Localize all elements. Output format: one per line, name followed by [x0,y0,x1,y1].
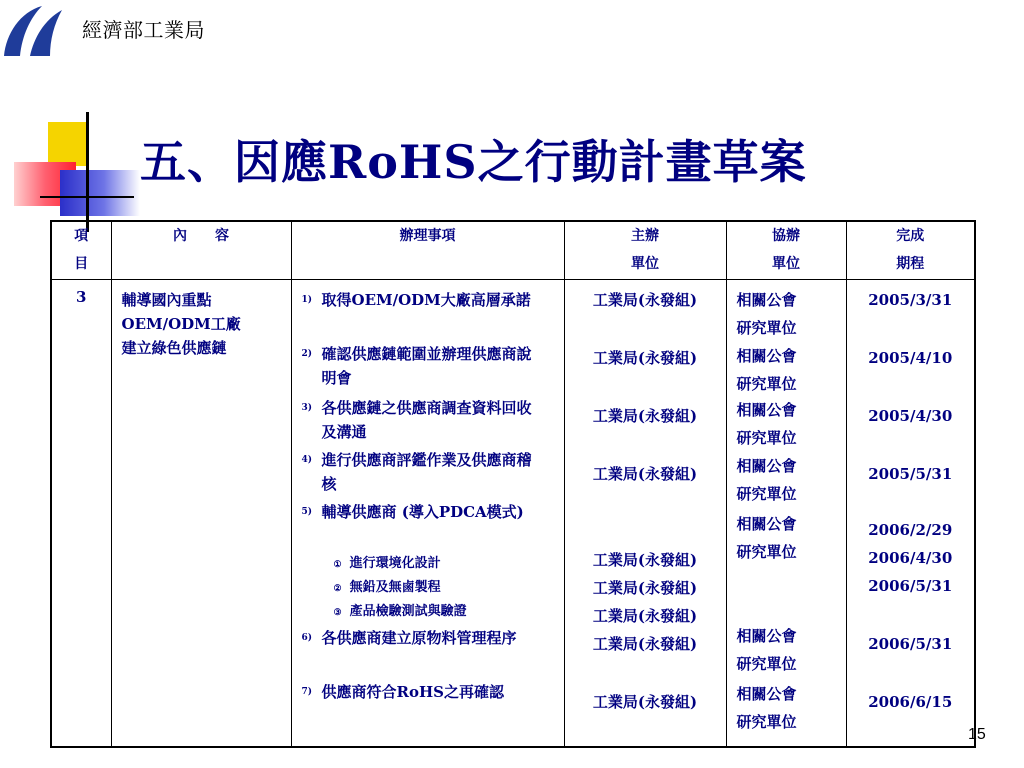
lead-unit: 工業局(永發組) [592,348,698,367]
task-item: 7) 供應商符合RoHS之再確認 [301,682,504,701]
coop-unit: 研究單位 [736,542,797,561]
content-cell [111,279,291,747]
lead-unit: 工業局(永發組) [592,290,698,309]
lead-unit: 工業局(永發組) [592,634,698,653]
coop-unit: 相關公會 [736,400,797,419]
schedule-cell [846,279,975,747]
schedule-date: 2005/4/10 [868,348,953,367]
coop-unit: 研究單位 [736,654,797,673]
table-header-row [51,221,975,279]
schedule-date: 2005/4/30 [868,406,953,425]
header-lead-unit: 主辦 單位 [564,221,726,279]
header-content: 內 容 [111,221,291,279]
table-row [51,279,975,747]
coop-unit: 相關公會 [736,456,797,475]
coop-unit: 相關公會 [736,290,797,309]
decor-vertical-line [86,112,89,232]
slide-title: 五、因應RoHS之行動計畫草案 [140,135,807,189]
task-item: 2) 確認供應鏈範圍並辦理供應商說明會 [301,344,532,387]
coop-unit: 相關公會 [736,346,797,365]
lead-unit: 工業局(永發組) [592,464,698,483]
coop-unit: 研究單位 [736,374,797,393]
lead-unit: 工業局(永發組) [592,406,698,425]
subtask-item: ② 無鉛及無鹵製程 [333,579,441,595]
schedule-date: 2006/2/29 [868,520,953,539]
action-plan-table [50,220,976,748]
coop-unit: 研究單位 [736,712,797,731]
lead-unit: 工業局(永發組) [592,606,698,625]
schedule-date: 2006/4/30 [868,548,953,567]
lead-unit: 工業局(永發組) [592,578,698,597]
content-line: OEM/ODM工廠 [121,314,241,333]
org-name: 經濟部工業局 [82,18,205,42]
header-item: 項 目 [51,221,111,279]
schedule-date: 2006/6/15 [868,692,953,711]
schedule-date: 2005/5/31 [868,464,953,483]
lead-unit: 工業局(永發組) [592,692,698,711]
content-line: 建立綠色供應鏈 [121,338,227,357]
coop-unit: 研究單位 [736,318,797,337]
schedule-date: 2006/5/31 [868,576,953,595]
decor-yellow-square [48,122,88,166]
lead-unit-cell [564,279,726,747]
ministry-logo [0,4,64,58]
task-item: 6) 各供應商建立原物料管理程序 [301,628,517,647]
coop-unit: 研究單位 [736,428,797,447]
schedule-date: 2006/5/31 [868,634,953,653]
coop-unit: 相關公會 [736,514,797,533]
header-schedule: 完成 期程 [846,221,975,279]
item-number: 3 [51,279,111,747]
subtask-item: ③ 產品檢驗測試與驗證 [333,603,467,619]
task-item: 5) 輔導供應商 (導入PDCA模式) [301,502,524,521]
content-line: 輔導國內重點 [121,290,212,309]
coop-unit: 相關公會 [736,684,797,703]
lead-unit: 工業局(永發組) [592,550,698,569]
decor-blue-square [60,170,140,216]
tasks-cell [291,279,564,747]
page-number: 15 [968,726,986,743]
task-item: 1) 取得OEM/ODM大廠高層承諾 [301,290,531,309]
coop-unit: 研究單位 [736,484,797,503]
task-item: 3) 各供應鏈之供應商調查資料回收及溝通 [301,398,532,441]
coop-unit-cell [726,279,846,747]
task-item: 4) 進行供應商評鑑作業及供應商稽核 [301,450,532,493]
header-coop-unit: 協辦 單位 [726,221,846,279]
subtask-item: ① 進行環境化設計 [333,555,441,571]
coop-unit: 相關公會 [736,626,797,645]
decor-horizontal-line [40,196,134,198]
schedule-date: 2005/3/31 [868,290,953,309]
header-tasks: 辦理事項 [291,221,564,279]
